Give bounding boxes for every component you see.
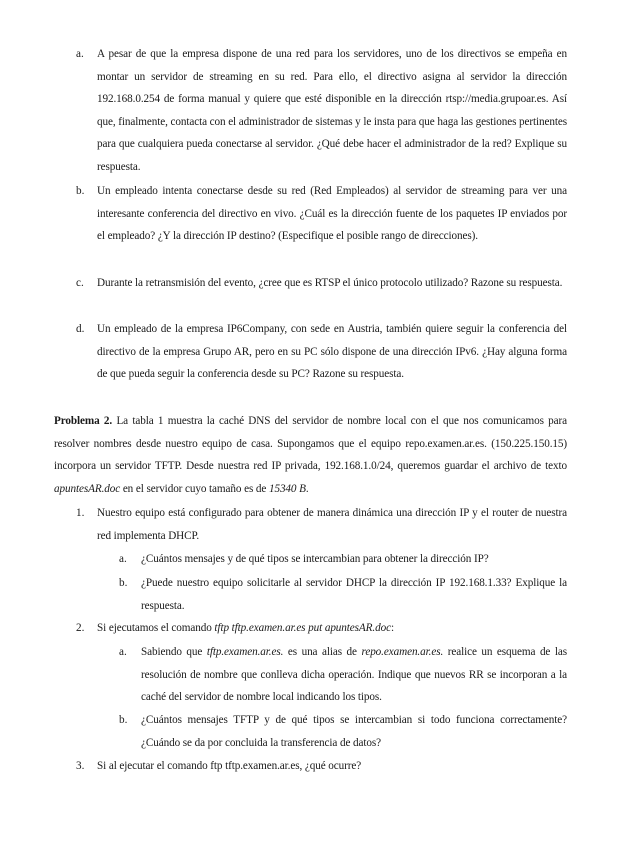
problem-2-intro-text-2: en el servidor cuyo tamaño es de xyxy=(120,482,269,495)
question-2-text-1: Si ejecutamos el comando xyxy=(97,622,215,634)
problem-2-label: Problema 2. xyxy=(54,415,113,427)
tftp-command: tftp tftp.examen.ar.es put apuntesAR.doc xyxy=(214,622,391,634)
question-1a-marker: a. xyxy=(119,553,127,565)
question-2b-marker: b. xyxy=(119,714,128,726)
question-2-text-2: : xyxy=(390,622,394,634)
problem-2-intro xyxy=(54,410,567,500)
problem-2-intro-text-3: . xyxy=(305,482,309,495)
question-3-marker: 3. xyxy=(76,760,85,772)
question-1b-text: ¿Puede nuestro equipo solicitarle al servidor DHCP la dirección IP 192.168.1.33? Explique la respuesta. xyxy=(141,577,567,612)
item-b-text: Un empleado intenta conectarse desde su red (Red Empleados) al servidor de streaming para ver una interesante conferencia del directivo en vivo. ¿Cuál es la dirección fuente de los paquetes IP enviados por el empleado? ¿Y la dirección IP destino? (Especifique el posible rango de direcciones). xyxy=(97,185,567,243)
question-2b-text: ¿Cuántos mensajes TFTP y de qué tipos se intercambian si todo funciona correctamente? ¿Cuándo se da por concluida la transferencia de datos? xyxy=(141,714,567,749)
question-3-text: Si al ejecutar el comando ftp tftp.examen.ar.es, ¿qué ocurre? xyxy=(97,760,362,772)
question-1-text: Nuestro equipo está configurado para obtener de manera dinámica una dirección IP y el router de nuestra red implementa DHCP. xyxy=(97,507,567,542)
file-name: apuntesAR.doc xyxy=(54,482,121,495)
question-2a-text-1: Sabiendo que xyxy=(141,646,207,658)
item-c-marker: c. xyxy=(76,277,84,289)
item-a-text: A pesar de que la empresa dispone de una red para los servidores, uno de los directivos se empeña en montar un servidor de streaming en su red. Para ello, el directivo asigna al servidor la dirección 192.168.0.254 de forma manual y quiere que esté disponible en la dirección rtsp://media.grupoar.es. Así que, finalmente, contacta con el administrador de sistemas y le insta para que haga las gestiones pertinentes para que cualquiera pueda conectarse al servidor. ¿Qué debe hacer el administrador de la red? Explique su respuesta. xyxy=(97,48,567,173)
item-d-text: Un empleado de la empresa IP6Company, con sede en Austria, también quiere seguir la conferencia del directivo de la empresa Grupo AR, pero en su PC sólo dispone de una dirección IPv6. ¿Hay alguna forma de que pueda seguir la conferencia desde su PC? Razone su respuesta. xyxy=(97,323,567,381)
question-1a-text: ¿Cuántos mensajes y de qué tipos se intercambian para obtener la dirección IP? xyxy=(141,553,489,565)
item-d-marker: d. xyxy=(76,323,85,335)
question-1-marker: 1. xyxy=(76,507,85,519)
question-2a-text-2: es una alias de xyxy=(283,646,362,658)
item-a-marker: a. xyxy=(76,48,84,60)
question-2a-text-3: realice un esquema de las resolución de nombre que conlleva dicha operación. Indique que nuevos RR se incorporan a la caché del servidor de nombre local indicando los tipos. xyxy=(141,646,567,704)
file-size: 15340 B xyxy=(268,482,306,495)
question-2-text xyxy=(97,617,567,640)
question-2a-text xyxy=(141,641,567,709)
item-c-text: Durante la retransmisión del evento, ¿cree que es RTSP el único protocolo utilizado? Razone su respuesta. xyxy=(97,277,563,289)
problem-2-intro-text-1: La tabla 1 muestra la caché DNS del servidor de nombre local con el que nos comunicamos para resolver nombres desde nuestro equipo de casa. Supongamos que el equipo repo.examen.ar.es. (150.225.150.15) incorpora un servidor TFTP. Desde nuestra red IP privada, 192.168.1.0/24, queremos guardar el archivo de texto xyxy=(54,415,567,473)
question-1b-marker: b. xyxy=(119,577,128,589)
question-2-marker: 2. xyxy=(76,622,85,634)
item-b-marker: b. xyxy=(76,185,85,197)
question-2a-marker: a. xyxy=(119,646,127,658)
canonical-name: repo.examen.ar.es. xyxy=(361,646,444,658)
alias-name: tftp.examen.ar.es. xyxy=(206,646,284,658)
